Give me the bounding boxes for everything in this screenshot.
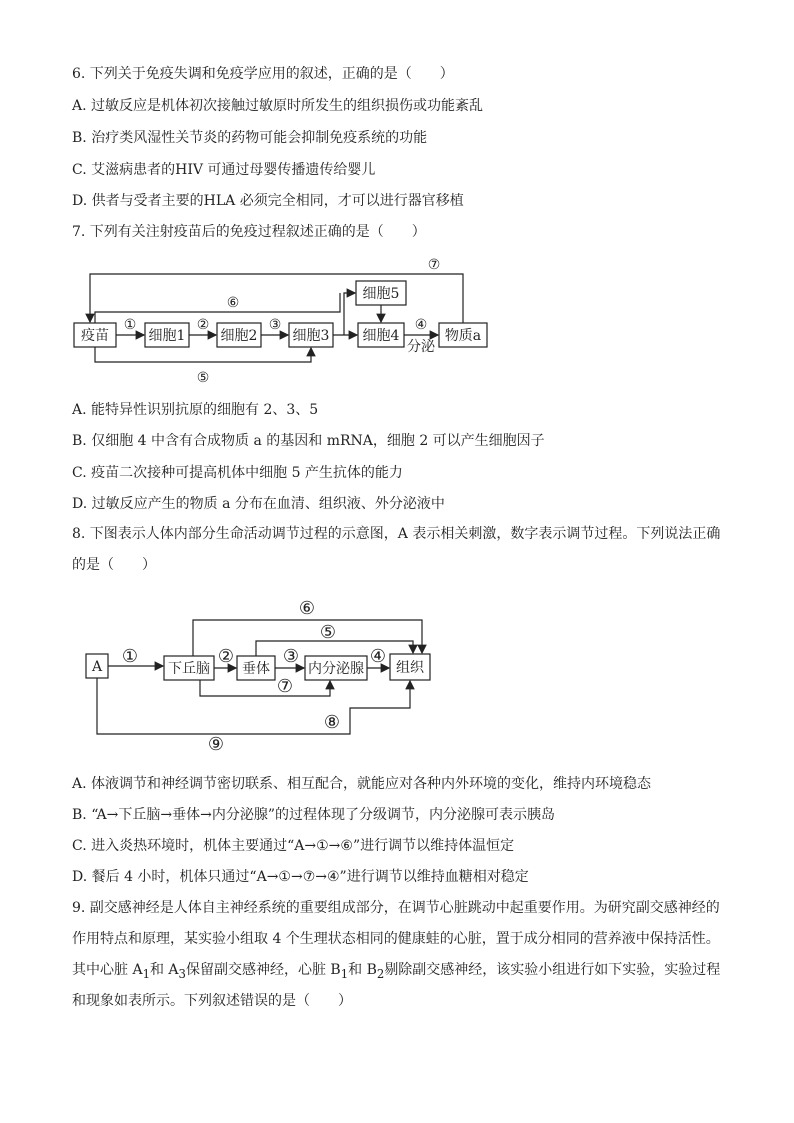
q8-box-hypothalamus: 下丘脑 <box>168 661 210 677</box>
q9-text-c: 保留副交感神经，心脏 B <box>185 962 341 978</box>
q7-option-d: D. 过敏反应产生的物质 a 分布在血清、组织液、外分泌液中 <box>72 496 445 512</box>
q7-box-cell4: 细胞4 <box>362 328 400 344</box>
q7-option-c: C. 疫苗二次接种可提高机体中细胞 5 产生抗体的能力 <box>72 465 403 481</box>
q8-box-tissue: 组织 <box>396 660 424 676</box>
q7-box-cell2: 细胞2 <box>220 328 258 344</box>
q9-sub-1b: 1 <box>340 966 349 981</box>
q7-label-2: ② <box>196 317 210 333</box>
q6-option-d: D. 供者与受者主要的HLA 必须完全相同，才可以进行器官移植 <box>72 193 464 209</box>
q9-sub-1: 1 <box>142 966 150 981</box>
q7-box-cell5: 细胞5 <box>362 286 400 302</box>
q7-label-6: ⑥ <box>226 295 240 311</box>
q7-label-3: ③ <box>268 317 282 333</box>
q7-label-5: ⑤ <box>196 370 210 386</box>
q7-diagram <box>60 250 500 390</box>
q9-stem-line-4: 和现象如表所示。下列叙述错误的是（ ） <box>72 993 352 1009</box>
q8-label-4: ④ <box>369 646 387 667</box>
q9-text-b: 和 A <box>149 962 179 978</box>
q6-stem: 6. 下列关于免疫失调和免疫学应用的叙述，正确的是（ ） <box>72 66 454 82</box>
q9-text-a: 其中心脏 A <box>72 962 143 978</box>
q7-box-vaccine: 疫苗 <box>81 328 109 344</box>
q8-option-c: C. 进入炎热环境时，机体主要通过“A→①→⑥”进行调节以维持体温恒定 <box>72 838 515 854</box>
q9-text-e: 剔除副交感神经，该实验小组进行如下实验，实验过程 <box>384 962 721 978</box>
q8-option-a: A. 体液调节和神经调节密切联系、相互配合，就能应对各种内外环境的变化，维持内环境稳态 <box>72 776 652 792</box>
q8-label-8: ⑧ <box>323 712 341 733</box>
q7-box-substance: 物质a <box>444 328 482 344</box>
q9-text-d: 和 B <box>348 962 377 978</box>
q8-diagram <box>70 590 450 760</box>
q7-option-a: A. 能特异性识别抗原的细胞有 2、3、5 <box>72 402 319 418</box>
q8-label-7: ⑦ <box>276 676 294 697</box>
q7-box-cell1: 细胞1 <box>148 328 186 344</box>
q7-box-cell3: 细胞3 <box>292 328 330 344</box>
q7-label-7: ⑦ <box>427 257 441 273</box>
q8-label-3: ③ <box>282 646 300 667</box>
q8-box-endocrine: 内分泌腺 <box>308 661 364 677</box>
q6-option-c: C. 艾滋病患者的HIV 可通过母婴传播遗传给婴儿 <box>72 162 376 178</box>
q7-stem: 7. 下列有关注射疫苗后的免疫过程叙述正确的是（ ） <box>72 224 426 240</box>
q7-label-4: ④ <box>414 317 428 333</box>
q9-sub-2: 2 <box>376 966 385 981</box>
q9-stem-line-3 <box>72 960 720 984</box>
q8-option-d: D. 餐后 4 小时，机体只通过“A→①→⑦→④”进行调节以维持血糖相对稳定 <box>72 869 529 885</box>
q8-label-2: ② <box>217 646 235 667</box>
q8-box-pituitary: 垂体 <box>242 661 270 677</box>
q8-option-b: B. “A→下丘脑→垂体→内分泌腺”的过程体现了分级调节，内分泌腺可表示胰岛 <box>72 807 555 823</box>
q9-stem-line-2: 作用特点和原理，某实验小组取 4 个生理状态相同的健康蛙的心脏，置于成分相同的营养液中保持活性。 <box>72 931 720 947</box>
q8-box-a: A <box>91 659 103 675</box>
q8-label-9: ⑨ <box>207 734 225 755</box>
q8-stem: 8. 下图表示人体内部分生命活动调节过程的示意图，A 表示相关刺激，数字表示调节过程。下列说法正确的是（ ） <box>72 526 721 573</box>
q6-option-a: A. 过敏反应是机体初次接触过敏原时所发生的组织损伤或功能紊乱 <box>72 98 484 114</box>
q9-sub-3: 3 <box>178 966 186 981</box>
q8-label-6: ⑥ <box>298 598 316 619</box>
q8-label-5: ⑤ <box>319 622 337 643</box>
q6-option-b: B. 治疗类风湿性关节炎的药物可能会抑制免疫系统的功能 <box>72 130 428 146</box>
q7-label-secrete: 分泌 <box>407 339 435 355</box>
q7-label-1: ① <box>123 317 137 333</box>
q8-label-1: ① <box>121 646 139 667</box>
q9-stem-line-1: 9. 副交感神经是人体自主神经系统的重要组成部分，在调节心脏跳动中起重要作用。为研究副交感神经的 <box>72 900 720 916</box>
q7-option-b: B. 仅细胞 4 中含有合成物质 a 的基因和 mRNA，细胞 2 可以产生细胞因子 <box>72 433 545 449</box>
